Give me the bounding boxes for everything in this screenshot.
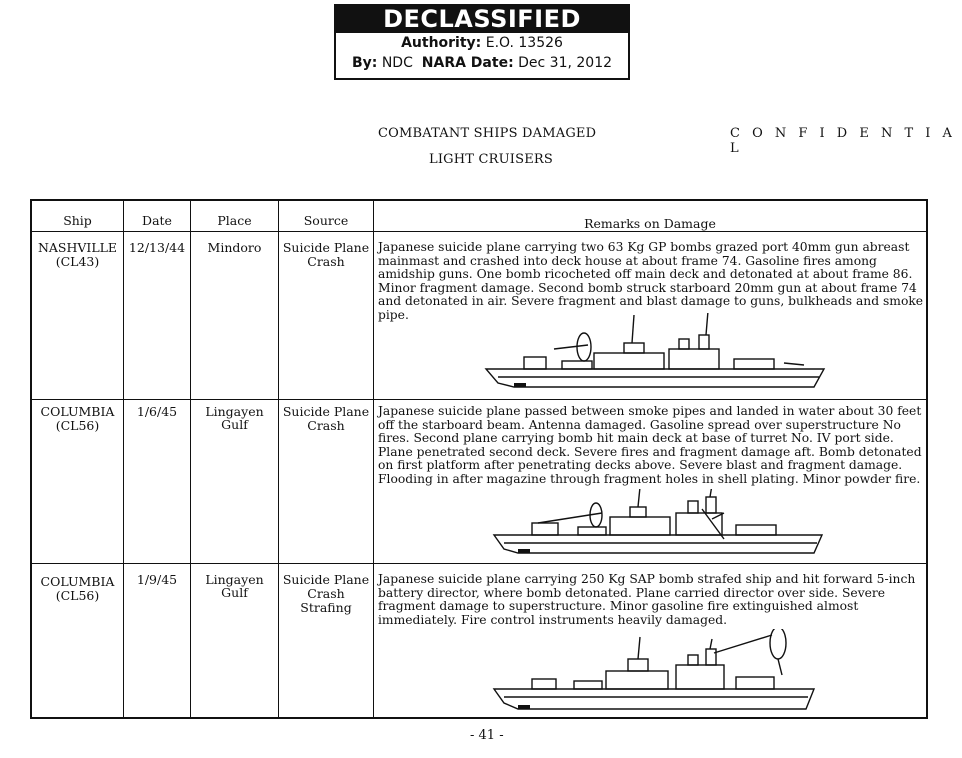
remarks-cell: Japanese suicide plane carrying two 63 Kg GP bombs grazed port 40mm gun abreast mainmast and crashed into deck house at about frame 74. Gasoline fires among amidship guns. One bomb ricocheted off main deck and detonated at about frame 86. Minor fragment damage. Second bomb struck starboard 20mm gun at about frame 74 and detonated in air. Severe fragment and blast damage to guns, bulkheads and smoke pipe. (378, 240, 924, 322)
row-divider (32, 563, 926, 564)
source-line: Suicide Plane (282, 572, 370, 587)
source-line: Suicide Plane (282, 404, 370, 419)
remarks-cell: Japanese suicide plane carrying 250 Kg SAP bomb strafed ship and hit forward 5-inch battery director, where bomb detonated. Plane carried director over side. Severe fragment damage to superstructure. Minor gasoline fire extinguished almost immediately. Fire control instruments heavily damaged. (378, 572, 916, 627)
page-number: - 41 - (470, 728, 504, 743)
stamp-by-label: By: (351, 55, 378, 71)
page-subtitle: LIGHT CRUISERS (429, 152, 554, 167)
row-divider (32, 399, 926, 400)
ship-damage-diagram (492, 629, 822, 717)
stamp-title: DECLASSIFIED (336, 6, 628, 33)
column-header-date: Date (142, 213, 172, 228)
ship-hull: (CL56) (55, 588, 100, 603)
source-cell (279, 241, 373, 269)
place-cell: Lingayen Gulf (205, 404, 264, 432)
remarks-cell: Japanese suicide plane passed between smoke pipes and landed in water about 30 feet off the starboard beam. Antenna damaged. Gasoline spread over superstructure No fires. Second plane carrying bomb hit main deck at base of turret No. IV port side. Plane penetrated second deck. Severe fires and fragment damage aft. Bomb detonated on first platform after penetrating decks above. Severe blast and fragment damage. Flooding in after magazine through fragment holes in shell plating. Minor powder fire. (378, 404, 922, 486)
source-line: Suicide Plane (282, 240, 370, 255)
ship-name: COLUMBIA (40, 574, 115, 589)
ship-damage-diagram (484, 313, 836, 397)
column-header-ship: Ship (63, 213, 92, 228)
ship-hull: (CL56) (55, 418, 100, 433)
column-header-place: Place (217, 213, 252, 228)
page-title: COMBATANT SHIPS DAMAGED (378, 126, 597, 141)
source-line: Strafing (300, 600, 352, 615)
ship-name: NASHVILLE (37, 240, 118, 255)
ship-hull: (CL43) (55, 254, 100, 269)
ship-name: COLUMBIA (40, 404, 115, 419)
stamp-authority-label: Authority: (401, 35, 482, 51)
ship-damage-diagram (492, 489, 842, 561)
ship-cell (32, 405, 123, 433)
column-divider (190, 201, 191, 717)
source-line: Crash (307, 586, 345, 601)
stamp-authority-value: E.O. 13526 (485, 35, 563, 51)
ship-hull-marker (518, 705, 530, 709)
date-cell: 1/6/45 (136, 404, 178, 419)
source-line: Crash (307, 254, 345, 269)
source-line: Crash (307, 418, 345, 433)
declassified-stamp (334, 4, 630, 80)
stamp-by-line (336, 53, 628, 73)
column-divider (373, 201, 374, 717)
stamp-authority (336, 33, 628, 53)
damage-table (30, 199, 928, 719)
column-header-remarks: Remarks on Damage (584, 216, 716, 231)
ship-cell (32, 575, 123, 603)
stamp-nara-value: Dec 31, 2012 (518, 55, 613, 71)
place-cell: Lingayen Gulf (205, 572, 264, 600)
stamp-nara-label: NARA Date: (421, 55, 514, 71)
classification-label: C O N F I D E N T I A L (730, 126, 956, 156)
source-cell (279, 573, 373, 615)
ship-hull-marker (518, 549, 530, 553)
column-header-source: Source (303, 213, 349, 228)
column-divider (123, 201, 124, 717)
row-divider (32, 231, 926, 232)
stamp-by-value: NDC (381, 55, 413, 71)
place-cell: Mindoro (207, 240, 262, 255)
ship-hull-marker (514, 383, 526, 387)
ship-cell (32, 241, 123, 269)
date-cell: 12/13/44 (128, 240, 186, 255)
date-cell: 1/9/45 (136, 572, 178, 587)
source-cell (279, 405, 373, 433)
column-divider (278, 201, 279, 717)
